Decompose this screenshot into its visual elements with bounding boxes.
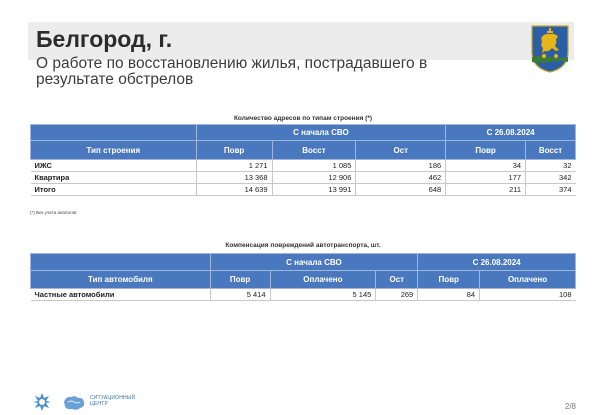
row-label: ИЖС	[31, 160, 197, 172]
table2-col-paid: Оплачено	[270, 271, 376, 289]
table2-group-since-date: С 26.08.2024	[418, 254, 576, 271]
cell: 14 639	[196, 184, 272, 196]
table2-col-damaged: Повр	[210, 271, 270, 289]
logo-line-1: СИТУАЦИОННЫЙ	[90, 395, 136, 401]
table2-caption: Компенсация повреждений автотранспорта, шт.	[225, 242, 381, 249]
belgorod-emblem-icon	[530, 24, 570, 74]
cell: 34	[446, 160, 526, 172]
table2-group-since-svo: С начала СВО	[210, 254, 418, 271]
row-label: Частные автомобили	[31, 289, 211, 301]
table1-group-since-date: С 26.08.2024	[446, 125, 576, 141]
table2-col-paid-2: Оплачено	[480, 271, 576, 289]
table1-col-damaged-2: Повр	[446, 141, 526, 160]
cell: 1 085	[272, 160, 356, 172]
row-label: Итого	[31, 184, 197, 196]
table1-col-restored-2: Восст	[526, 141, 576, 160]
table1-col-type: Тип строения	[31, 141, 197, 160]
cell: 374	[526, 184, 576, 196]
page-number: 2/8	[564, 402, 576, 411]
logo-line-2: ЦЕНТР	[90, 400, 109, 407]
cell: 5 414	[210, 289, 270, 301]
cell: 84	[418, 289, 480, 301]
cell: 211	[446, 184, 526, 196]
cell: 186	[356, 160, 446, 172]
table2-col-type: Тип автомобиля	[31, 271, 211, 289]
table-row	[31, 160, 576, 172]
table-row	[31, 184, 576, 196]
table1-col-remaining: Ост	[356, 141, 446, 160]
cell: 13 368	[196, 172, 272, 184]
cell: 342	[526, 172, 576, 184]
situation-center-logo	[90, 396, 135, 407]
row-label: Квартира	[31, 172, 197, 184]
page-title: Белгород, г.	[36, 26, 173, 52]
table1-col-restored: Восст	[272, 141, 356, 160]
table1-corner	[31, 125, 197, 141]
cell: 32	[526, 160, 576, 172]
cell: 108	[480, 289, 576, 301]
vehicle-table	[30, 253, 576, 301]
coat-of-arms-logo-icon	[32, 392, 52, 412]
cell: 12 906	[272, 172, 356, 184]
table-row	[31, 172, 576, 184]
region-map-icon	[62, 394, 86, 412]
cell: 648	[356, 184, 446, 196]
cell: 177	[446, 172, 526, 184]
table2-col-damaged-2: Повр	[418, 271, 480, 289]
table2-col-remaining: Ост	[376, 271, 418, 289]
table1-group-since-svo: С начала СВО	[196, 125, 446, 141]
table-row	[31, 289, 576, 301]
table2-corner	[31, 254, 211, 271]
page-subtitle: О работе по восстановлению жилья, пострадавшего в результате обстрелов	[36, 55, 428, 88]
table1-caption: Количество адресов по типам строения (*)	[233, 115, 373, 122]
table1-footnote: (*) Без учета аналогов	[30, 210, 77, 215]
cell: 5 145	[270, 289, 376, 301]
cell: 269	[376, 289, 418, 301]
housing-table	[30, 124, 576, 196]
table1-col-damaged: Повр	[196, 141, 272, 160]
cell: 1 271	[196, 160, 272, 172]
cell: 13 991	[272, 184, 356, 196]
cell: 462	[356, 172, 446, 184]
